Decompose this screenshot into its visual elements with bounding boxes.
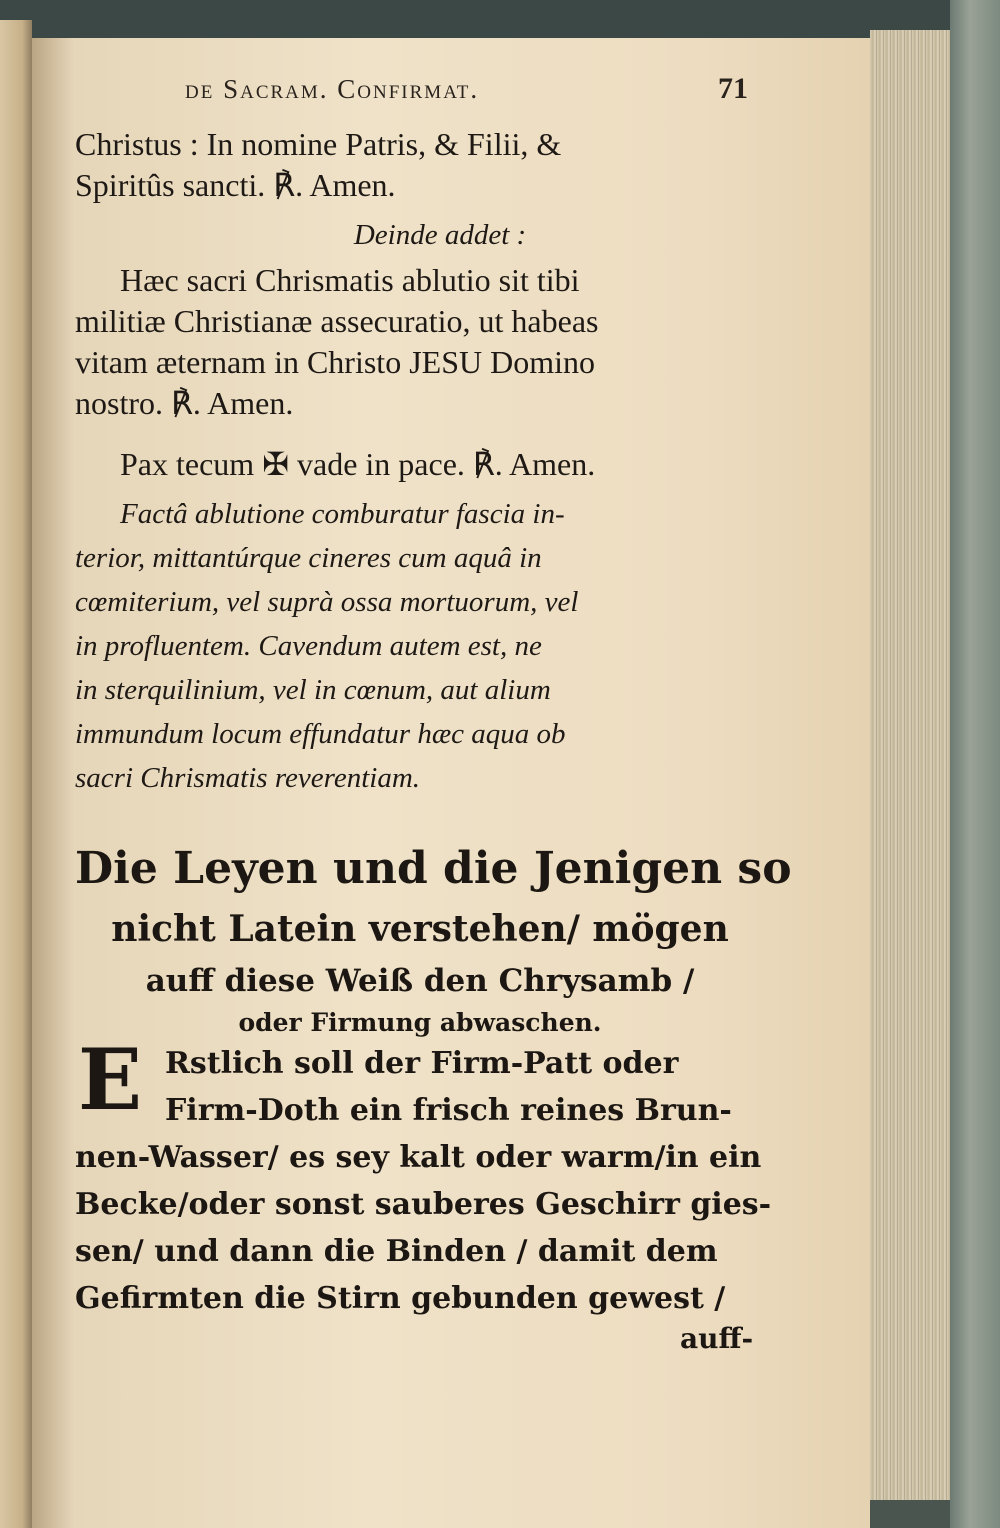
german-heading-1: Die Leyen und die Jenigen so (75, 843, 792, 894)
text-line: sacri Chrismatis reverentiam. (75, 762, 421, 794)
rubric-deinde: Deinde addet : (353, 219, 527, 251)
text-line: Factâ ablutione comburatur fascia in- (120, 498, 565, 530)
german-heading-4: oder Firmung abwaschen. (238, 1008, 602, 1037)
text-line: Christus : In nomine Patris, & Filii, & (75, 126, 562, 162)
text-line: militiæ Christianæ assecuratio, ut habeas (75, 303, 599, 339)
prayer-block (75, 260, 765, 424)
background-top (0, 0, 1000, 40)
text-line: Spiritûs sancti. ℟. Amen. (75, 167, 396, 203)
german-heading-2: nicht Latein verstehen/ mögen (111, 908, 729, 950)
running-head: de Sacram. Confirmat. (185, 74, 480, 104)
text-line: nen-Wasser/ es sey kalt oder warm/in ein (75, 1140, 762, 1175)
text-line: Firm-Doth ein frisch reines Brun- (165, 1093, 732, 1128)
text-line: in sterquilinium, vel in cœnum, aut alium (75, 674, 551, 706)
german-body-rest (75, 1134, 772, 1322)
text-line: cœmiterium, vel suprà ossa mortuorum, vel (75, 586, 579, 618)
text-line: terior, mittantúrque cineres cum aquâ in (75, 542, 542, 574)
page-fore-edge (870, 30, 950, 1500)
text-line: in profluentem. Cavendum autem est, ne (75, 630, 542, 662)
german-heading-3: auff diese Weiß den Chrysamb / (145, 963, 695, 999)
latin-opening (75, 124, 765, 206)
drop-cap: E (78, 1030, 143, 1129)
book-cover-edge (950, 0, 1000, 1528)
text-line: immundum locum effundatur hæc aqua ob (75, 718, 566, 750)
text-line: nostro. ℟. Amen. (75, 385, 294, 421)
german-body-first (165, 1040, 765, 1134)
text-line: Hæc sacri Chrismatis ablutio sit tibi (120, 262, 580, 298)
text-line: sen/ und dann die Binden / damit dem (75, 1234, 718, 1269)
rubric-ablution (75, 492, 765, 800)
page-number: 71 (718, 72, 748, 105)
text-line: vitam æternam in Christo JESU Domino (75, 344, 595, 380)
text-line: Pax tecum ✠ vade in pace. ℟. Amen. (120, 446, 596, 482)
pax-line (75, 444, 765, 485)
facing-page-edge (0, 20, 32, 1528)
text-line: Rstlich soll der Firm-Patt oder (165, 1046, 679, 1081)
text-line: Becke/oder sonst sauberes Geschirr gies- (75, 1187, 772, 1222)
text-line: Gefirmten die Stirn gebunden gewest / (75, 1281, 726, 1316)
catchword: auff- (680, 1322, 754, 1355)
